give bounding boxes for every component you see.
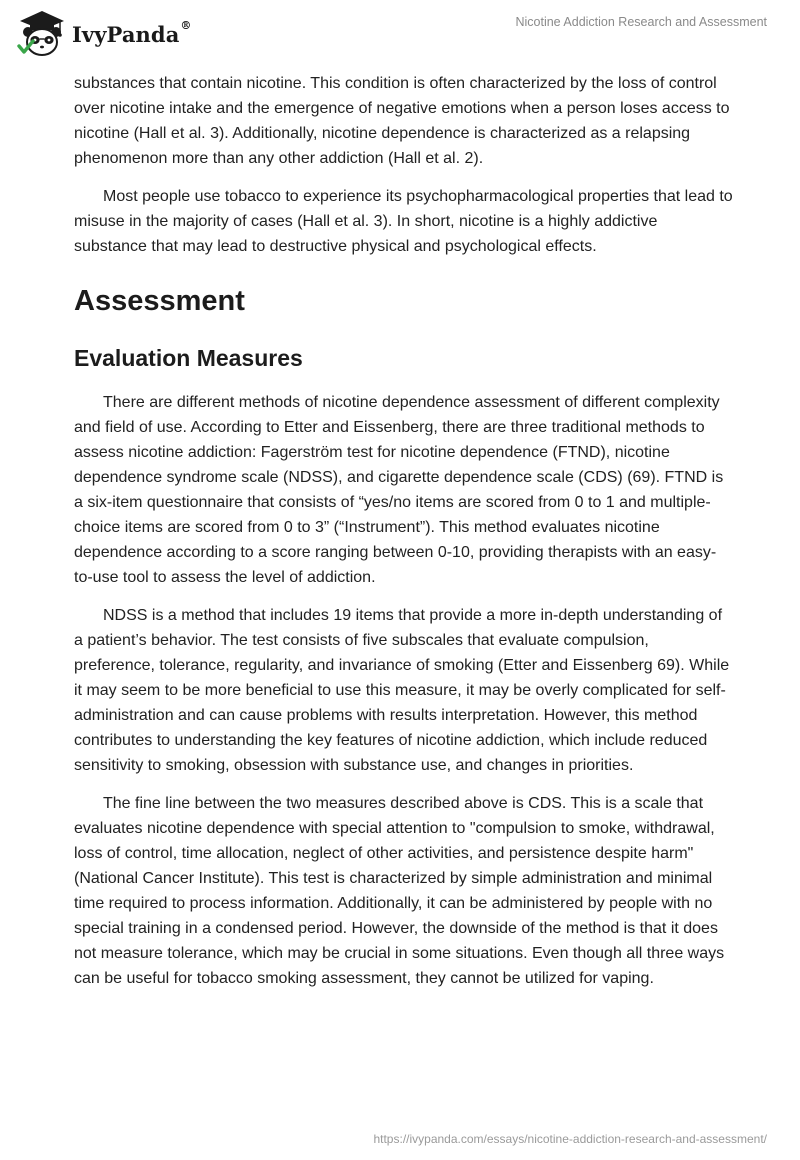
essay-body xyxy=(74,71,734,1004)
panda-graduation-cap-icon xyxy=(14,8,70,58)
source-url-link[interactable]: https://ivypanda.com/essays/nicotine-addiction-research-and-assessment/ xyxy=(373,1132,767,1146)
paragraph-5: The fine line between the two measures described above is CDS. This is a scale that evaluates nicotine dependence with special attention to "compulsion to smoke, withdrawal, loss of control, time allocation, neglect of other activities, and persistence despite harm" (National Cancer Institute). This test is characterized by simple administration and minimal time required to process information. Additionally, it can be administered by people with no special training in a condensed period. However, the downside of the method is that it does not measure tolerance, which may be crucial in some situations. Even though all three ways can be useful for tobacco smoking assessment, they cannot be utilized for vaping. xyxy=(74,795,725,987)
brand-logo[interactable] xyxy=(14,8,192,58)
paragraph-1: substances that contain nicotine. This condition is often characterized by the loss of control over nicotine intake and the emergence of negative emotions when a person loses access to nicotine (Hall et al. 3). Additionally, nicotine dependence is characterized as a relapsing phenomenon more than any other addiction (Hall et al. 2). xyxy=(74,75,730,167)
brand-name: IvyPanda® xyxy=(72,18,192,47)
page-header xyxy=(0,0,800,62)
subsection-heading-evaluation-measures: Evaluation Measures xyxy=(74,345,303,371)
registered-mark: ® xyxy=(180,18,192,32)
paragraph-2: Most people use tobacco to experience its psychopharmacological properties that lead to misuse in the majority of cases (Hall et al. 3). In short, nicotine is a highly addictive substance that may lead to destructive physical and psychological effects. xyxy=(74,188,733,255)
section-heading-assessment: Assessment xyxy=(74,285,245,317)
paragraph-4: NDSS is a method that includes 19 items that provide a more in-depth understanding of a patient’s behavior. The test consists of five subscales that evaluate compulsion, preference, tolerance, regularity, and invariance of smoking (Etter and Eissenberg 69). While it may seem to be more beneficial to use this measure, it may be overly complicated for self-administration and can cause problems with results interpretation. However, this method contributes to understanding the key features of nicotine addiction, which include reduced sensitivity to smoking, obsession with substance use, and changes in priorities. xyxy=(74,607,730,774)
paragraph-3: There are different methods of nicotine dependence assessment of different complexity and field of use. According to Etter and Eissenberg, there are three traditional methods to assess nicotine addiction: Fagerström test for nicotine dependence (FTND), nicotine dependence syndrome scale (NDSS), and cigarette dependence scale (CDS) (69). FTND is a six-item questionnaire that consists of “yes/no items are scored from 0 to 1 and multiple-choice items are scored from 0 to 3” (“Instrument”). This method evaluates nicotine dependence according to a score ranging between 0-10, providing therapists with an easy-to-use tool to assess the level of addiction. xyxy=(74,394,724,586)
document-title: Nicotine Addiction Research and Assessment xyxy=(515,15,767,29)
